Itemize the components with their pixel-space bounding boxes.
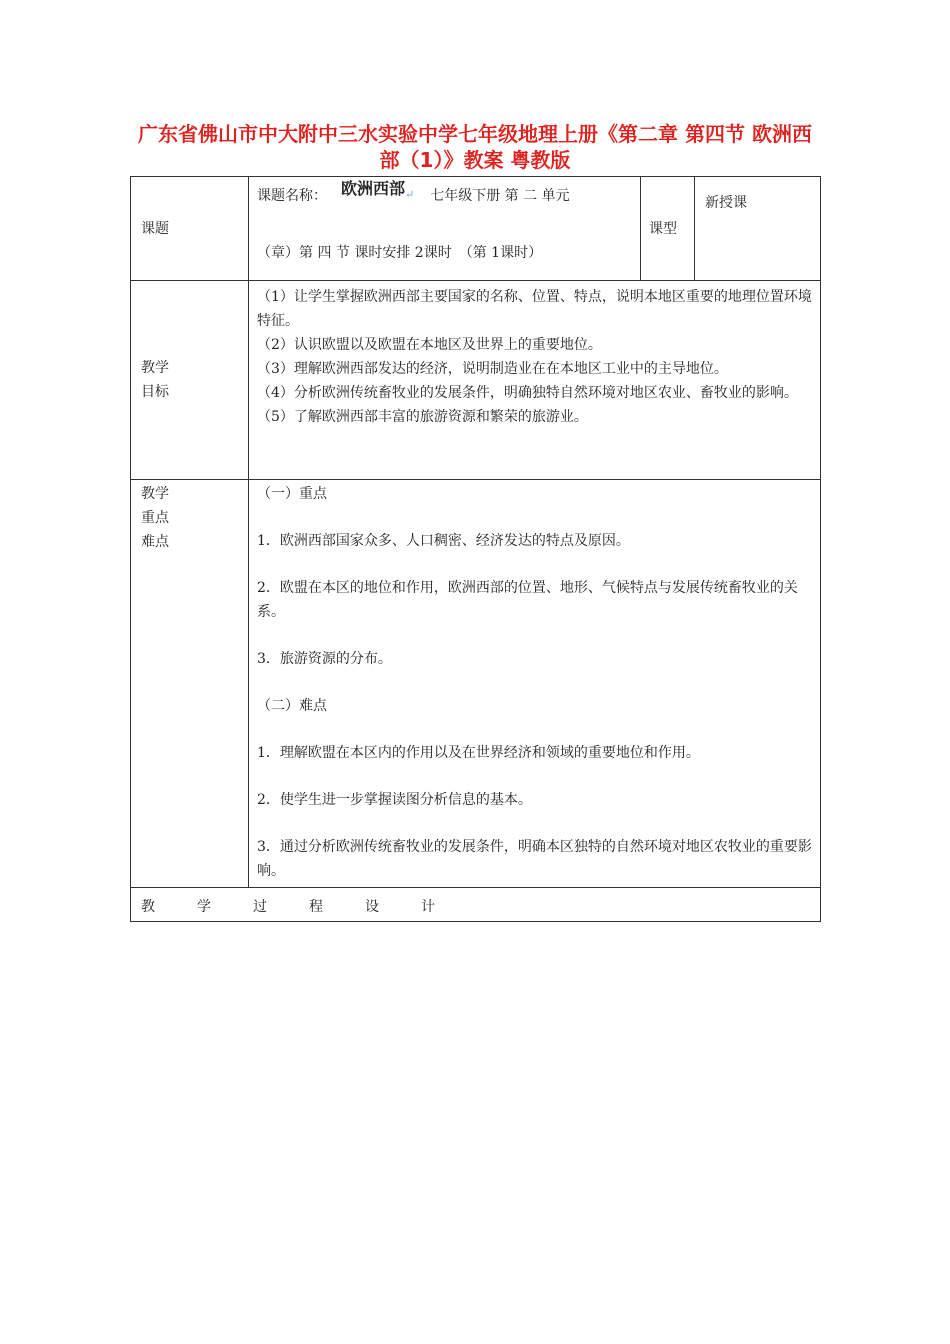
hard-item: 2．使学生进一步掌握读图分析信息的基本。: [257, 792, 532, 808]
goals-label-line1: 教学: [141, 360, 169, 376]
key-heading: （一）重点: [257, 486, 327, 502]
process-row: [131, 888, 821, 922]
topic-name-value: 欧洲西部: [341, 179, 406, 198]
type-label: 课型: [649, 220, 677, 237]
focus-label-line3: 难点: [141, 534, 169, 550]
goal-item: （1）让学生掌握欧洲西部主要国家的名称、位置、特点，说明本地区重要的地理位置环境特征。: [257, 289, 812, 329]
goal-item: （5）了解欧洲西部丰富的旅游资源和繁荣的旅游业。: [257, 409, 588, 425]
type-value: 新授课: [705, 195, 747, 211]
key-item: 3．旅游资源的分布。: [257, 651, 392, 667]
focus-row: [131, 480, 821, 888]
hard-item: 3．通过分析欧洲传统畜牧业的发展条件，明确本区独特的自然环境对地区农牧业的重要影响。: [257, 839, 812, 879]
hard-item: 1．理解欧盟在本区内的作用以及在世界经济和领域的重要地位和作用。: [257, 745, 700, 761]
return-mark: ↵: [405, 188, 415, 201]
process-char: 过: [253, 898, 267, 915]
focus-label-line2: 重点: [141, 510, 169, 526]
goal-item: （3）理解欧洲西部发达的经济，说明制造业在在本地区工业中的主导地位。: [257, 361, 728, 377]
topic-row: [131, 177, 821, 281]
goals-content-cell: [249, 281, 821, 480]
goal-item: （4）分析欧洲传统畜牧业的发展条件，明确独特自然环境对地区农业、畜牧业的影响。: [257, 385, 798, 401]
focus-label-cell: [131, 480, 249, 888]
type-value-cell: [695, 177, 821, 281]
grade-info: 七年级下册 第 二 单元: [430, 188, 570, 204]
goal-item: （2）认识欧盟以及欧盟在本地区及世界上的重要地位。: [257, 337, 602, 353]
goals-label-line2: 目标: [141, 384, 169, 400]
process-char: 学: [197, 898, 211, 915]
document-title: 广东省佛山市中大附中三水实验中学七年级地理上册《第二章 第四节 欧洲西部（1）》教案 粤教版: [138, 122, 812, 172]
process-char: 计: [421, 898, 435, 915]
process-char: 程: [309, 898, 323, 915]
process-cell: [131, 888, 821, 922]
focus-label-line1: 教学: [141, 486, 169, 502]
schedule-info: （章）第 四 节 课时安排 2课时 （第 1课时）: [257, 245, 543, 261]
key-item: 1．欧洲西部国家众多、人口稠密、经济发达的特点及原因。: [257, 533, 630, 549]
topic-content-cell: [249, 177, 641, 281]
type-label-cell: [641, 177, 695, 281]
process-char: 设: [365, 898, 379, 915]
key-item: 2．欧盟在本区的地位和作用，欧洲西部的位置、地形、气候特点与发展传统畜牧业的关系。: [257, 580, 798, 620]
topic-label-cell: [131, 177, 249, 281]
focus-content-cell: [249, 480, 821, 888]
topic-label: 课题: [141, 220, 169, 237]
goals-label-cell: [131, 281, 249, 480]
lesson-plan-table: [130, 176, 821, 922]
hard-heading: （二）难点: [257, 698, 327, 714]
process-char: 教: [141, 898, 155, 915]
goals-row: [131, 281, 821, 480]
topic-name-label: 课题名称：: [257, 188, 327, 204]
